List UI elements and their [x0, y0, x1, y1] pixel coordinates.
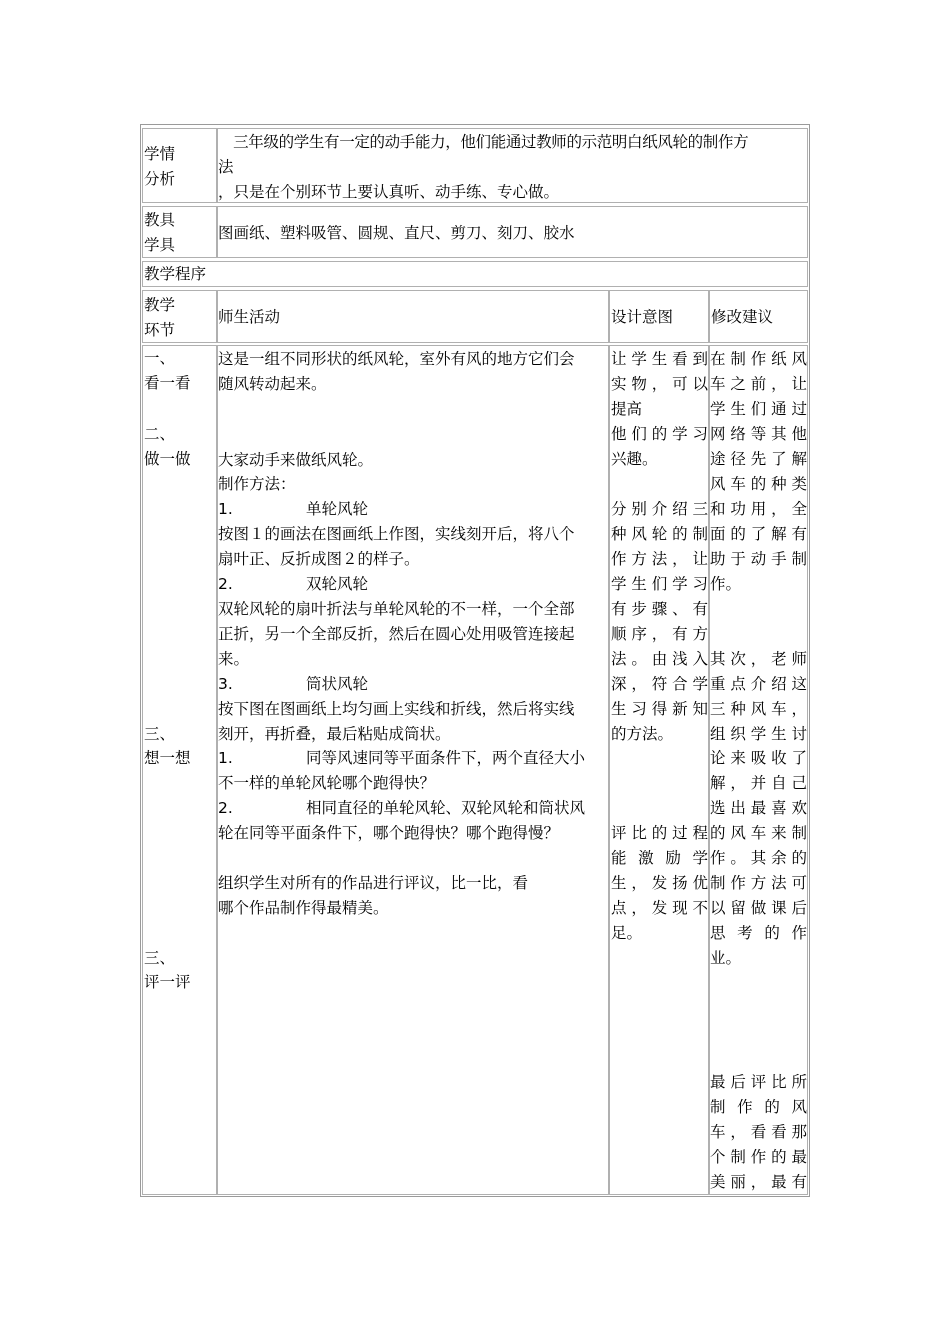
intent-p3-line3: 生，发扬优 [611, 874, 708, 892]
question-2-line2: 轮在同等平面条件下，哪个跑得快？哪个跑得慢？ [218, 824, 560, 842]
suggestion-p2-line3: 三种风车， [710, 700, 807, 718]
suggestion-p2-line2: 重点介绍这 [710, 675, 807, 693]
method-3-number: 3. [218, 675, 233, 693]
intent-p3-line2: 能激励学 [611, 849, 708, 867]
suggestion-p2-line5: 论来吸收了 [710, 749, 807, 767]
method-2-heading [218, 572, 368, 597]
suggestion-p3-line2: 制作的风 [710, 1098, 807, 1116]
suggestion-p2-line4: 组织学生讨 [710, 725, 807, 743]
method-3-heading [218, 672, 368, 697]
stage-4-number: 三、 [144, 949, 176, 967]
method-1-heading [218, 497, 368, 522]
intent-p2-line3: 作方法，让 [611, 550, 708, 568]
suggestion-p1-line4: 网络等其他 [710, 425, 807, 443]
suggestion-p2-line9: 作。其余的 [710, 849, 807, 867]
intent-p2-line4: 学生们学习 [611, 575, 708, 593]
method-1-name: 单轮风轮 [306, 500, 369, 518]
method-2-name: 双轮风轮 [306, 575, 369, 593]
method-1-line2: 扇叶正、反折成图２的样子。 [218, 550, 420, 568]
tools-label-line2: 学具 [144, 236, 176, 254]
evaluation-line1: 组织学生对所有的作品进行评议，比一比，看 [218, 874, 529, 892]
header-intent: 设计意图 [611, 308, 674, 326]
tools-label-line1: 教具 [144, 211, 176, 229]
suggestion-p2-line10: 制作方法可 [710, 874, 807, 892]
analysis-text-line3: ，只是在个别环节上要认真听、动手练、专心做。 [218, 183, 560, 201]
intent-p2-line5: 有步骤、有 [611, 600, 708, 618]
method-3-line2: 刻开，再折叠，最后粘贴成筒状。 [218, 725, 451, 743]
question-2-number: 2. [218, 799, 233, 817]
method-2-line1: 双轮风轮的扇叶折法与单轮风轮的不一样，一个全部 [218, 600, 575, 618]
intent-p1-line2: 实物，可以 [611, 375, 708, 393]
suggestion-p1-line2: 车之前，让 [710, 375, 807, 393]
intent-p3-line4: 点，发现不 [611, 899, 708, 917]
activity-intro-line2: 随风转动起来。 [218, 375, 327, 393]
analysis-label-line1: 学情 [144, 145, 176, 163]
method-2-number: 2. [218, 575, 233, 593]
intent-p2-line9: 生习得新知 [611, 700, 708, 718]
suggestion-p2-line12: 思考的作 [710, 924, 807, 942]
suggestion-p1-line6: 风车的种类 [710, 475, 807, 493]
suggestion-p2-line6: 解，并自己 [710, 774, 807, 792]
stage-2-name: 做一做 [144, 450, 191, 468]
intent-p1-line3: 提高 [611, 400, 643, 418]
method-1-number: 1. [218, 500, 233, 518]
suggestion-p1-line7: 和功用，全 [710, 500, 807, 518]
intent-p3-line1: 评比的过程 [611, 824, 708, 842]
analysis-label-line2: 分析 [144, 170, 176, 188]
intent-p2-line7: 法。由浅入 [611, 650, 708, 668]
suggestion-p1-line1: 在制作纸风 [710, 350, 807, 368]
activity-intro-line1: 这是一组不同形状的纸风轮，室外有风的地方它们会 [218, 350, 575, 368]
method-2-line2: 正折，另一个全部反折，然后在圆心处用吸管连接起 [218, 625, 575, 643]
suggestion-p1-line3: 学生们通过 [710, 400, 807, 418]
suggestion-p2-line1: 其次，老师 [710, 650, 807, 668]
intent-p2-line10: 的方法。 [611, 725, 674, 743]
method-3-line1: 按下图在图画纸上均匀画上实线和折线，然后将实线 [218, 700, 575, 718]
stage-1-name: 看一看 [144, 374, 191, 392]
suggestion-p3-line3: 车，看看那 [710, 1123, 807, 1141]
suggestion-p3-line1: 最后评比所 [710, 1073, 807, 1091]
suggestion-p1-line9: 助于动手制 [710, 550, 807, 568]
intent-p2-line2: 种风轮的制 [611, 525, 708, 543]
intent-p1b-line2: 兴趣。 [611, 450, 658, 468]
suggestion-p1-line10: 作。 [710, 575, 742, 593]
tools-text: 图画纸、塑料吸管、圆规、直尺、剪刀、刻刀、胶水 [218, 224, 575, 242]
stage-4-name: 评一评 [144, 973, 191, 991]
suggestion-p1-line8: 面的了解有 [710, 525, 807, 543]
method-2-line3: 来。 [218, 650, 250, 668]
activity-make-title: 大家动手来做纸风轮。 [218, 451, 374, 469]
suggestion-p3-line5: 美丽，最有 [710, 1173, 807, 1191]
intent-p3-line5: 足。 [611, 924, 643, 942]
analysis-text-line1: 三年级的学生有一定的动手能力，他们能通过教师的示范明白纸风轮的制作方 [218, 133, 749, 151]
intent-p1b-line1: 他们的学习 [611, 425, 708, 443]
procedure-title-cell [142, 261, 808, 287]
header-suggestion: 修改建议 [711, 308, 774, 326]
question-2-line1 [218, 796, 585, 821]
question-1-text-a: 同等风速同等平面条件下，两个直径大小 [306, 749, 586, 767]
method-1-line1: 按图１的画法在图画纸上作图，实线刻开后，将八个 [218, 525, 575, 543]
question-1-line2: 不一样的单轮风轮哪个跑得快？ [218, 774, 436, 792]
stage-1-number: 一、 [144, 349, 176, 367]
evaluation-line2: 哪个作品制作得最精美。 [218, 899, 389, 917]
intent-p2-line8: 深，符合学 [611, 675, 708, 693]
suggestion-p2-line8: 的风车来制 [710, 824, 807, 842]
suggestion-p2-line11: 以留做课后 [710, 899, 807, 917]
question-1-line1 [218, 746, 585, 771]
analysis-text-line2: 法 [218, 158, 234, 176]
activity-method-label: 制作方法： [218, 475, 296, 493]
question-1-number: 1. [218, 749, 233, 767]
intent-p2-line6: 顺序，有方 [611, 625, 708, 643]
procedure-title: 教学程序 [144, 265, 207, 283]
stage-3-number: 三、 [144, 725, 176, 743]
suggestion-p2-line7: 选出最喜欢 [710, 799, 807, 817]
method-3-name: 筒状风轮 [306, 675, 369, 693]
question-2-text-a: 相同直径的单轮风轮、双轮风轮和筒状风 [306, 799, 586, 817]
header-activity: 师生活动 [218, 308, 281, 326]
stage-2-number: 二、 [144, 425, 176, 443]
suggestion-p2-line13: 业。 [710, 949, 742, 967]
stage-3-name: 想一想 [144, 749, 191, 767]
intent-p1-line1: 让学生看到 [611, 350, 708, 368]
suggestion-p1-line5: 途径先了解 [710, 450, 807, 468]
header-stage-line2: 环节 [144, 321, 176, 339]
header-stage-line1: 教学 [144, 296, 176, 314]
intent-p2-line1: 分别介绍三 [611, 500, 708, 518]
suggestion-p3-line4: 个制作的最 [710, 1148, 807, 1166]
body-intent-cell [609, 345, 709, 1195]
